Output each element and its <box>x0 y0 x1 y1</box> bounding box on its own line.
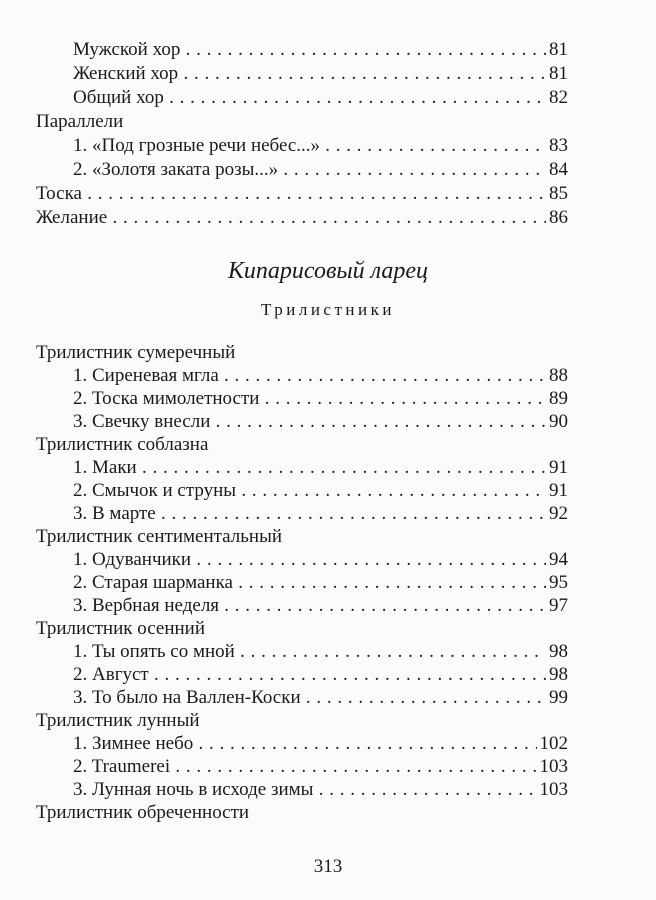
toc-entry <box>0 732 656 756</box>
toc-entry-page: 89 <box>546 387 568 411</box>
toc-entry-page: 81 <box>546 62 568 86</box>
toc-entry <box>0 594 656 618</box>
toc-entry-title: 3. В марте . . . <box>73 502 568 526</box>
toc-entry-page: 97 <box>546 594 568 618</box>
toc-entry <box>0 206 656 230</box>
toc-entry <box>0 686 656 710</box>
toc-entry-page: 81 <box>546 38 568 62</box>
toc-group-heading: Трилистник осенний <box>36 618 205 639</box>
section-title: Кипарисовый ларец <box>227 258 429 284</box>
toc-entry-page: 85 <box>546 182 568 206</box>
toc-entry-title: 2. Смычок и струны . . . <box>73 479 568 503</box>
toc-entry-title: 1. Маки . . . <box>73 456 568 480</box>
toc-entry-title: 2. Traumerei . . . <box>73 755 568 779</box>
toc-entry <box>0 502 656 526</box>
toc-entry-title: Общий хор . . . <box>73 86 568 110</box>
toc-entry-page: 92 <box>546 502 568 526</box>
toc-entry-title: 3. Вербная неделя . . . <box>73 594 568 618</box>
toc-entry <box>0 364 656 388</box>
toc-entry-title: 2. «Золотя заката розы...» . . . <box>73 158 568 182</box>
toc-entry <box>0 663 656 687</box>
toc-entry-page: 103 <box>537 778 569 802</box>
toc-entry-page: 88 <box>546 364 568 388</box>
toc-group-heading: Трилистник обреченности <box>36 802 250 823</box>
toc-entry <box>0 158 656 182</box>
toc-group-heading: Трилистник лунный <box>36 710 200 731</box>
toc-entry <box>0 571 656 595</box>
toc-entry-title: 2. Старая шарманка . . . <box>73 571 568 595</box>
toc-entry-title: Тоска . . . <box>36 182 568 206</box>
toc-entry <box>0 182 656 206</box>
toc-entry-title: Мужской хор . . . <box>73 38 568 62</box>
toc-entry-title: 3. Лунная ночь в исходе зимы . . . <box>73 778 568 802</box>
toc-entry-page: 99 <box>546 686 568 710</box>
toc-group-heading: Трилистник сентиментальный <box>36 526 282 547</box>
toc-entry <box>0 387 656 411</box>
toc-group-heading: Трилистник соблазна <box>36 434 209 455</box>
toc-entry-page: 95 <box>546 571 568 595</box>
toc-group-heading: Параллели <box>36 111 124 132</box>
toc-entry-title: 1. Ты опять со мной . . . <box>73 640 568 664</box>
toc-entry-title: 1. Сиреневая мгла . . . <box>73 364 568 388</box>
toc-entry <box>0 62 656 86</box>
toc-entry-page: 98 <box>546 663 568 687</box>
toc-entry-page: 98 <box>546 640 568 664</box>
toc-entry-page: 90 <box>546 410 568 434</box>
toc-entry-page: 83 <box>546 134 568 158</box>
toc-entry <box>0 755 656 779</box>
toc-entry <box>0 86 656 110</box>
toc-entry <box>0 548 656 572</box>
toc-entry-page: 86 <box>546 206 568 230</box>
toc-entry-title: 2. Тоска мимолетности . . . <box>73 387 568 411</box>
toc-entry <box>0 134 656 158</box>
toc-entry-page: 103 <box>537 755 569 779</box>
toc-entry-title: Желание . . . <box>36 206 568 230</box>
toc-entry <box>0 778 656 802</box>
toc-entry-title: 3. Свечку внесли . . . <box>73 410 568 434</box>
toc-entry <box>0 38 656 62</box>
toc-entry-title: 3. То было на Валлен-Коски . . . <box>73 686 568 710</box>
toc-entry-page: 91 <box>546 456 568 480</box>
toc-entry-title: 1. Одуванчики . . . <box>73 548 568 572</box>
toc-entry <box>0 479 656 503</box>
subsection-title: Трилистники <box>261 300 395 319</box>
toc-group-heading: Трилистник сумеречный <box>36 342 236 363</box>
toc-entry <box>0 410 656 434</box>
toc-entry-page: 91 <box>546 479 568 503</box>
toc-entry-page: 82 <box>546 86 568 110</box>
toc-entry-title: 1. Зимнее небо . . . <box>73 732 568 756</box>
toc-entry-title: 2. Август . . . <box>73 663 568 687</box>
toc-entry-page: 94 <box>546 548 568 572</box>
toc-entry-page: 84 <box>546 158 568 182</box>
toc-entry-title: 1. «Под грозные речи небес...» . . . <box>73 134 568 158</box>
toc-entry-page: 102 <box>537 732 569 756</box>
toc-entry-title: Женский хор . . . <box>73 62 568 86</box>
toc-entry <box>0 640 656 664</box>
page-number: 313 <box>313 856 343 877</box>
toc-entry <box>0 456 656 480</box>
